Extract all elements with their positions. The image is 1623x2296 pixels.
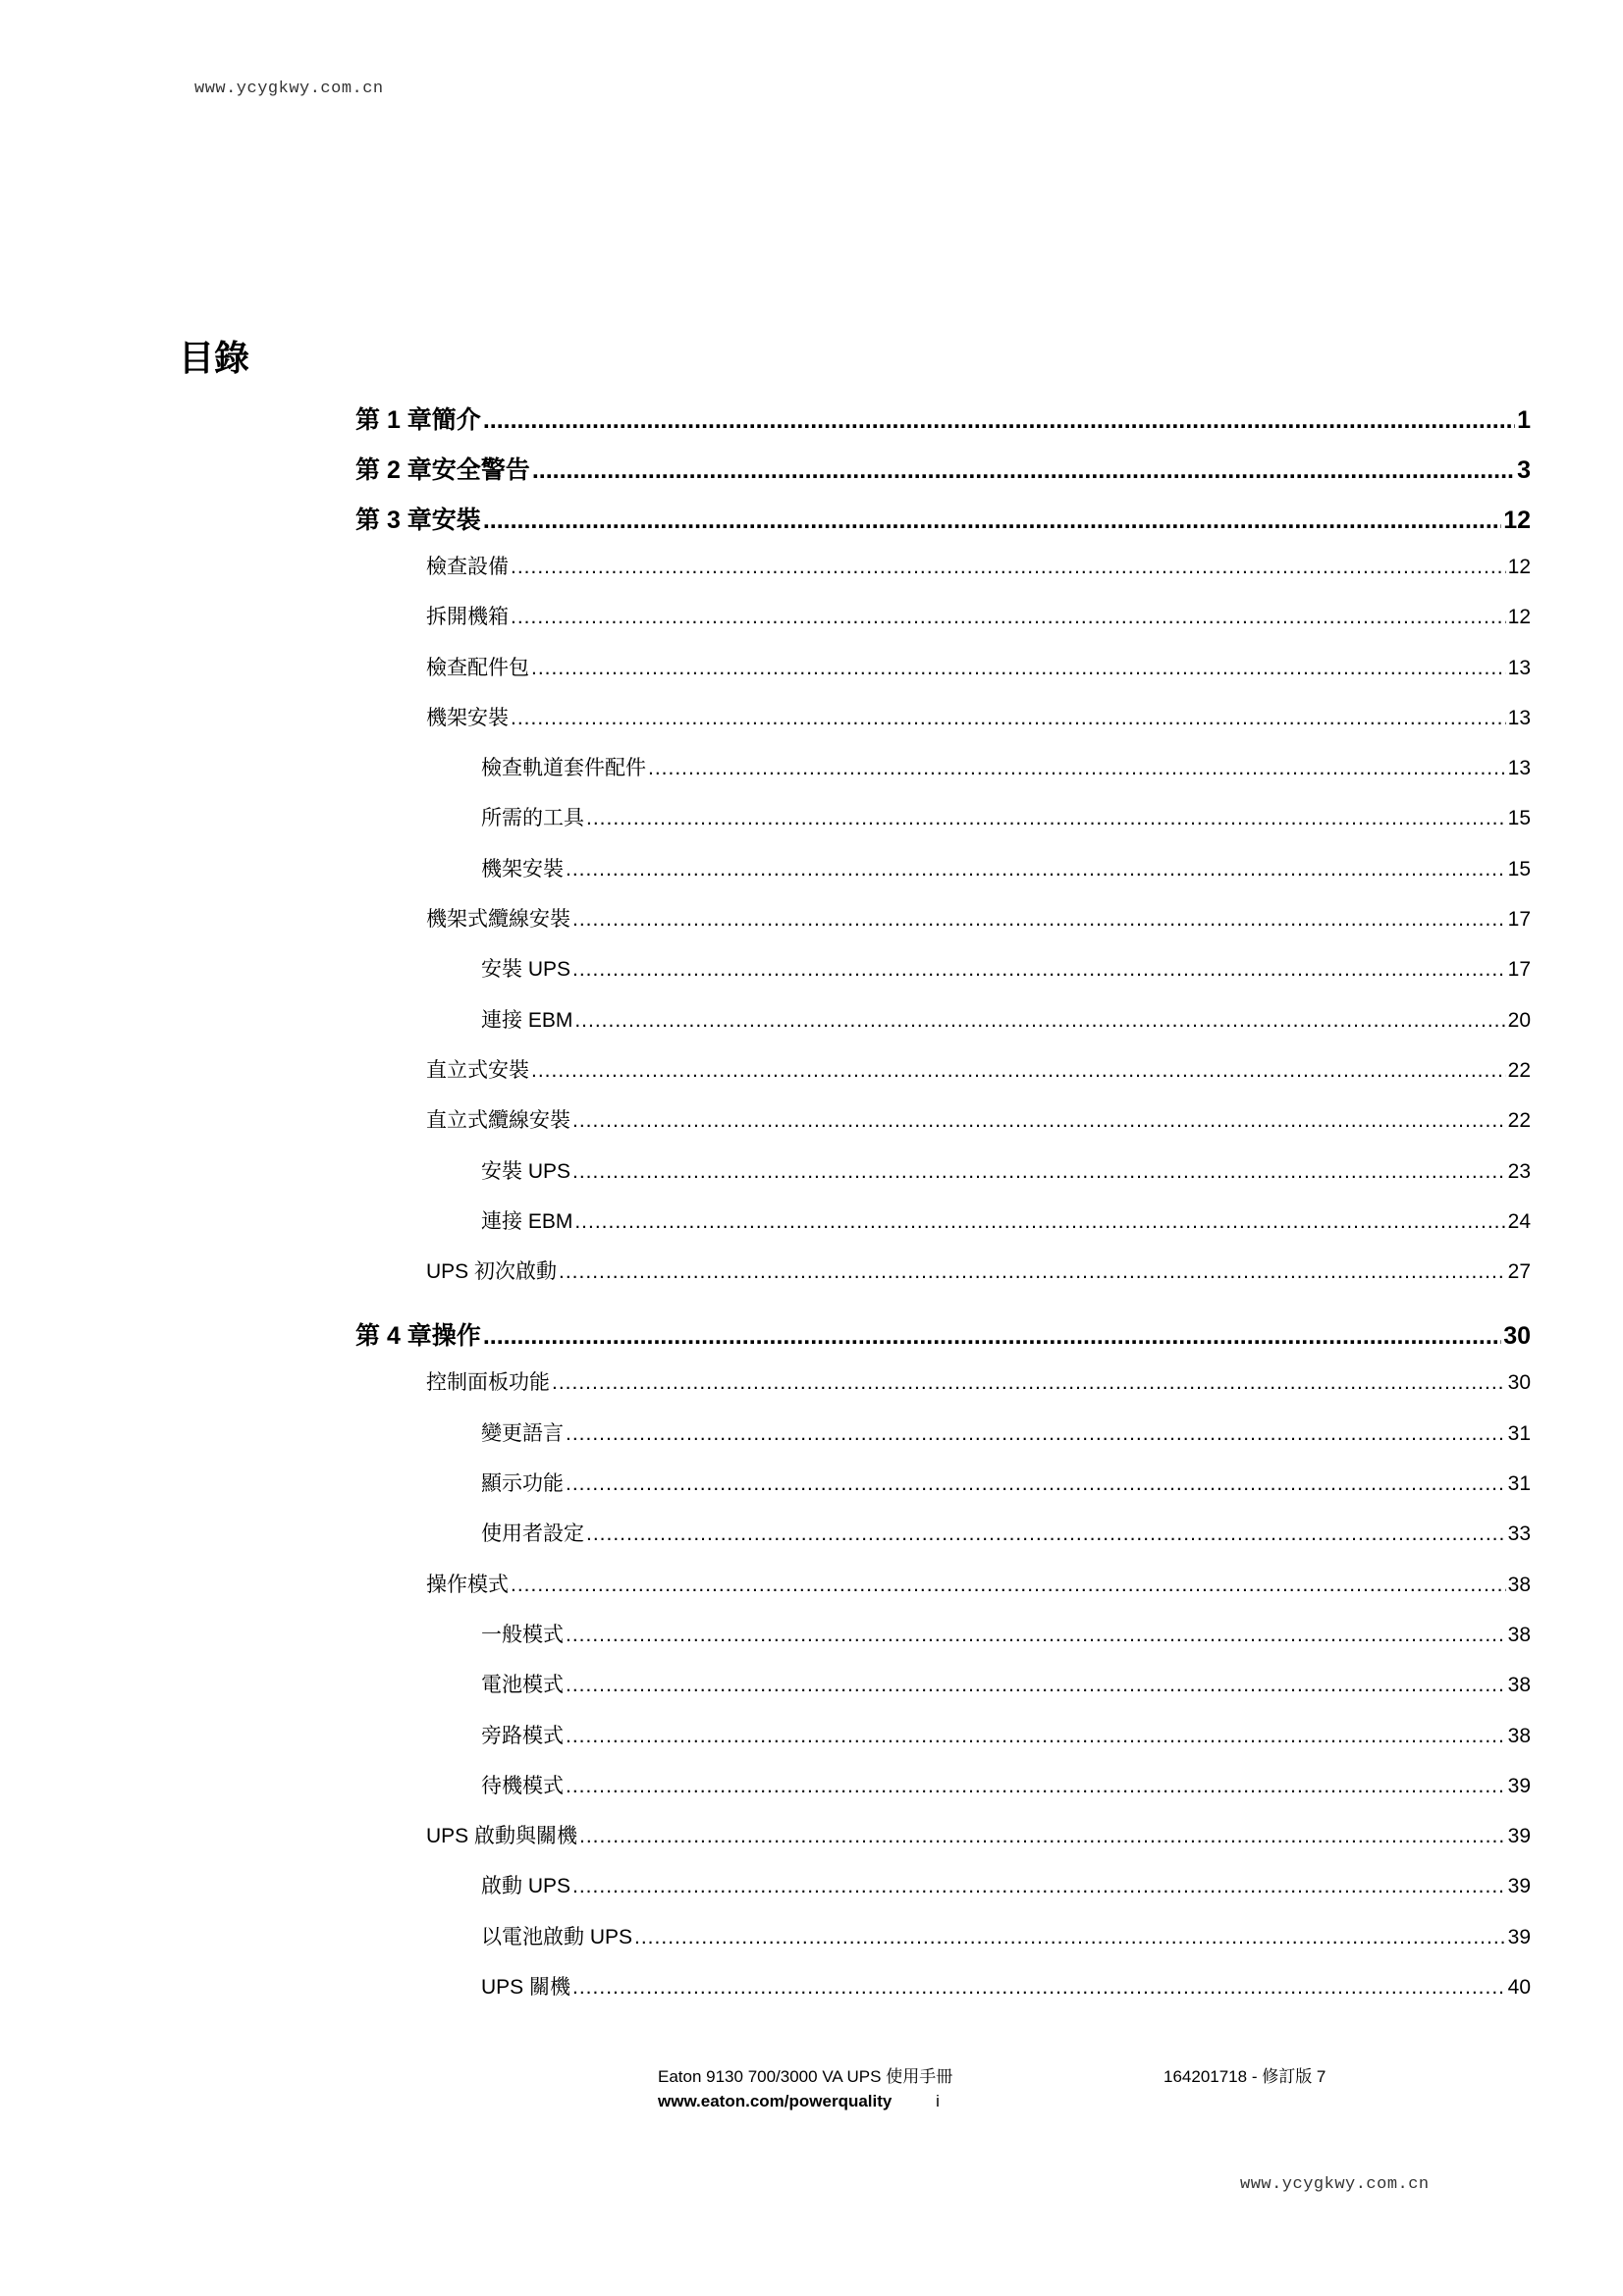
toc-entry[interactable]: [426, 551, 1531, 601]
page-footer: [658, 2062, 1365, 2111]
toc-chapter-entry[interactable]: [355, 451, 1531, 501]
toc-chapter-number: 第 1 章: [355, 406, 432, 434]
toc-entry-title: 簡介: [431, 406, 481, 434]
toc-entry[interactable]: [426, 903, 1531, 953]
toc-entry[interactable]: [426, 1054, 1531, 1104]
toc-entry-title: 機架安裝: [481, 857, 564, 881]
toc-entry-page: 22: [1507, 1109, 1531, 1133]
toc-entry[interactable]: [481, 1669, 1531, 1719]
toc-entry[interactable]: [481, 953, 1531, 1003]
dot-leader: [552, 1371, 1506, 1395]
footer-manual-title: Eaton 9130 700/3000 VA UPS 使用手冊: [658, 2067, 953, 2086]
toc-entry-page: 17: [1507, 908, 1531, 932]
toc-entry-page: 1: [1517, 406, 1531, 434]
toc-entry-title: 電池模式: [481, 1674, 564, 1697]
toc-entry-page: 24: [1507, 1209, 1531, 1233]
dot-leader: [531, 657, 1506, 680]
toc-entry-page: 15: [1507, 807, 1531, 830]
watermark-bottom: www.ycygkwy.com.cn: [1240, 2175, 1430, 2194]
toc-entry[interactable]: [481, 1720, 1531, 1770]
toc-entry-page: 30: [1507, 1371, 1531, 1395]
dot-leader: [574, 1009, 1505, 1033]
toc-entry[interactable]: [481, 1468, 1531, 1518]
toc-entry-title: UPS 關機: [481, 1976, 571, 2000]
toc-entry-page: 39: [1507, 1925, 1531, 1949]
footer-doc-number: 164201718 - 修訂版 7: [1163, 2067, 1326, 2086]
toc-entry-page: 15: [1507, 857, 1531, 881]
toc-entry-title: 旁路模式: [481, 1724, 564, 1747]
toc-entry-title: 直立式纜線安裝: [426, 1109, 570, 1133]
toc-entry[interactable]: [481, 1004, 1531, 1054]
toc-entry-title: 變更語言: [481, 1421, 564, 1445]
toc-chapter-entry[interactable]: [355, 1316, 1531, 1366]
toc-chapter-number: 第 4 章: [355, 1322, 432, 1351]
toc-entry-title: 檢查軌道套件配件: [481, 757, 646, 780]
toc-entry[interactable]: [426, 652, 1531, 702]
toc-entry-page: 13: [1507, 757, 1531, 780]
toc-entry-page: 23: [1507, 1159, 1531, 1183]
toc-entry-page: 39: [1507, 1825, 1531, 1848]
dot-leader: [572, 1160, 1506, 1184]
toc-chapter-number: 第 2 章: [355, 456, 432, 484]
toc-entry[interactable]: [481, 1205, 1531, 1255]
toc-entry-page: 30: [1503, 1322, 1531, 1351]
toc-entry-page: 39: [1507, 1875, 1531, 1898]
watermark-top: www.ycygkwy.com.cn: [194, 80, 384, 98]
footer-url[interactable]: www.eaton.com/powerquality: [658, 2092, 893, 2110]
toc-entry-page: 39: [1507, 1774, 1531, 1797]
dot-leader: [511, 556, 1506, 579]
toc-entry-title: 待機模式: [481, 1774, 564, 1797]
toc-entry[interactable]: [481, 1921, 1531, 1971]
dot-leader: [483, 406, 1515, 435]
toc-entry-title: UPS 啟動與關機: [426, 1825, 578, 1848]
toc-entry-page: 27: [1507, 1260, 1531, 1284]
toc-entry-page: 20: [1507, 1008, 1531, 1032]
toc-entry-title: 直立式安裝: [426, 1058, 529, 1082]
toc-entry-title: 顯示功能: [481, 1472, 564, 1496]
dot-leader: [566, 1725, 1506, 1748]
toc-entry-title: 安裝 UPS: [481, 958, 571, 982]
toc-chapter-entry[interactable]: [355, 400, 1531, 451]
toc-entry-title: 使用者設定: [481, 1522, 584, 1546]
toc-entry-title: 檢查設備: [426, 556, 509, 578]
toc-entry[interactable]: [481, 1518, 1531, 1568]
dot-leader: [511, 606, 1506, 629]
dot-leader: [572, 908, 1506, 932]
toc-entry-title: 一般模式: [481, 1623, 564, 1646]
toc-entry[interactable]: [426, 1820, 1531, 1870]
dot-leader: [572, 958, 1506, 982]
toc-entry[interactable]: [426, 1569, 1531, 1619]
toc-entry[interactable]: [481, 853, 1531, 903]
toc-entry-page: 13: [1507, 656, 1531, 679]
toc-entry-page: 12: [1507, 606, 1531, 629]
toc-entry-title: 連接 EBM: [481, 1209, 573, 1233]
toc-entry-title: 操作: [431, 1322, 481, 1351]
toc-entry-title: UPS 初次啟動: [426, 1260, 558, 1284]
toc-entry-title: 安全警告: [431, 456, 530, 484]
table-of-contents: [355, 400, 1531, 2021]
toc-entry[interactable]: [481, 1417, 1531, 1468]
toc-entry[interactable]: [481, 1971, 1531, 2021]
dot-leader: [586, 1522, 1506, 1546]
dot-leader: [532, 456, 1515, 485]
dot-leader: [572, 1109, 1506, 1133]
toc-title: 目錄: [179, 338, 250, 378]
toc-chapter-number: 第 3 章: [355, 507, 432, 534]
toc-entry-title: 拆開機箱: [426, 606, 509, 629]
toc-entry-title: 安裝 UPS: [481, 1159, 571, 1183]
toc-entry-title: 機架式纜線安裝: [426, 908, 570, 932]
toc-entry-page: 38: [1507, 1573, 1531, 1596]
toc-entry-title: 連接 EBM: [481, 1008, 573, 1032]
dot-leader: [634, 1926, 1506, 1949]
toc-entry-page: 13: [1507, 706, 1531, 729]
dot-leader: [566, 1624, 1506, 1647]
toc-entry-page: 38: [1507, 1674, 1531, 1697]
dot-leader: [483, 507, 1501, 535]
toc-entry-page: 33: [1507, 1522, 1531, 1546]
dot-leader: [531, 1059, 1506, 1083]
toc-entry-title: 控制面板功能: [426, 1371, 550, 1395]
dot-leader: [566, 1422, 1506, 1446]
dot-leader: [566, 1674, 1506, 1697]
toc-entry-title: 操作模式: [426, 1573, 509, 1596]
toc-entry[interactable]: [426, 1255, 1531, 1306]
toc-entry[interactable]: [481, 1870, 1531, 1920]
dot-leader: [566, 858, 1506, 881]
dot-leader: [566, 1472, 1506, 1496]
dot-leader: [648, 757, 1506, 780]
dot-leader: [511, 1574, 1506, 1597]
toc-entry[interactable]: [426, 1366, 1531, 1416]
toc-entry-page: 40: [1507, 1976, 1531, 2000]
dot-leader: [572, 1875, 1506, 1898]
dot-leader: [586, 807, 1506, 830]
toc-entry[interactable]: [426, 702, 1531, 752]
toc-chapter-entry[interactable]: [355, 501, 1531, 551]
dot-leader: [572, 1976, 1506, 2000]
toc-entry-page: 38: [1507, 1623, 1531, 1646]
toc-entry[interactable]: [481, 1155, 1531, 1205]
toc-entry-title: 啟動 UPS: [481, 1875, 571, 1898]
dot-leader: [574, 1210, 1505, 1234]
toc-entry-page: 31: [1507, 1472, 1531, 1496]
dot-leader: [483, 1322, 1501, 1351]
toc-entry[interactable]: [426, 1104, 1531, 1154]
toc-entry-title: 所需的工具: [481, 807, 584, 830]
toc-entry-page: 22: [1507, 1058, 1531, 1082]
toc-entry-title: 安裝: [431, 507, 481, 534]
dot-leader: [579, 1825, 1506, 1848]
toc-entry[interactable]: [481, 1619, 1531, 1669]
dot-leader: [559, 1260, 1506, 1284]
toc-entry-page: 31: [1507, 1421, 1531, 1445]
footer-page-number: i: [936, 2092, 940, 2110]
toc-entry[interactable]: [481, 752, 1531, 802]
dot-leader: [566, 1775, 1506, 1798]
toc-entry-title: 檢查配件包: [426, 656, 529, 679]
toc-entry[interactable]: [481, 1770, 1531, 1820]
toc-entry-page: 12: [1503, 507, 1531, 534]
toc-entry-title: 以電池啟動 UPS: [481, 1925, 633, 1949]
toc-entry-page: 12: [1507, 556, 1531, 578]
toc-entry-page: 3: [1517, 456, 1531, 484]
dot-leader: [511, 707, 1506, 730]
toc-entry[interactable]: [481, 802, 1531, 852]
toc-entry-page: 38: [1507, 1724, 1531, 1747]
toc-entry[interactable]: [426, 601, 1531, 651]
toc-entry-title: 機架安裝: [426, 706, 509, 729]
toc-entry-page: 17: [1507, 958, 1531, 982]
